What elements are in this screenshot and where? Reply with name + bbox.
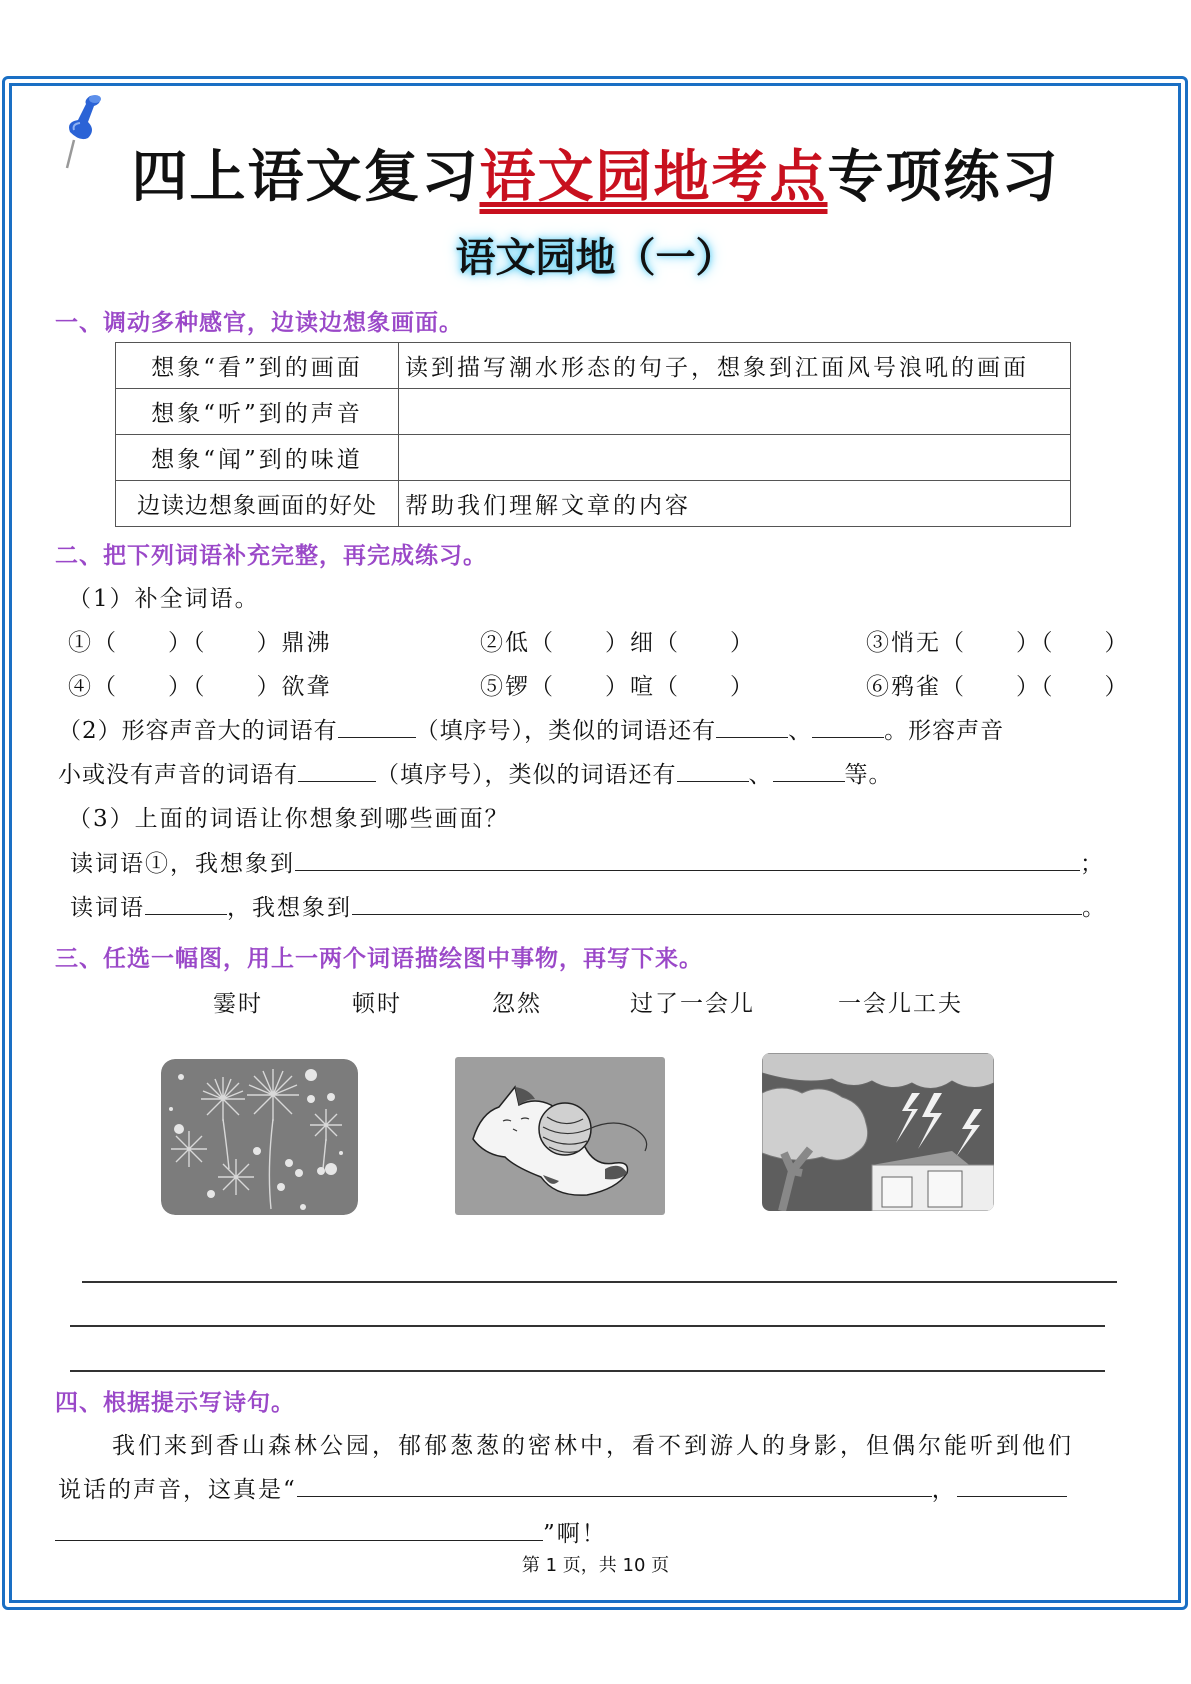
- writing-line[interactable]: [70, 1325, 1105, 1327]
- q2-line-1: [58, 712, 1004, 745]
- word-bank-item: 顿时: [352, 991, 402, 1017]
- poem-text: ”啊！: [543, 1521, 607, 1547]
- answer-blank[interactable]: [298, 760, 376, 782]
- page-number: 第 1 页，共 10 页: [521, 1555, 670, 1576]
- answer-blank[interactable]: [145, 893, 227, 915]
- table-label: 想象“看”到的画面: [116, 343, 399, 389]
- answer-blank[interactable]: [716, 716, 788, 738]
- answer-blank[interactable]: [773, 760, 845, 782]
- word-item-3[interactable]: ③悄无（ ）（ ）: [866, 630, 1130, 656]
- q3-text: ，我想象到: [227, 895, 352, 921]
- poem-answer-blank[interactable]: [55, 1519, 543, 1541]
- table-row: [116, 435, 1071, 481]
- word-item-2[interactable]: ②低（ ）细（ ）: [480, 630, 755, 656]
- table-answer[interactable]: [399, 389, 1071, 435]
- word-bank-item: 霎时: [213, 991, 263, 1017]
- table-row: [116, 389, 1071, 435]
- senses-table: [115, 342, 1071, 527]
- q3-text: 。: [1082, 895, 1107, 921]
- answer-blank[interactable]: [295, 849, 1080, 871]
- q2-line-2: [58, 756, 893, 789]
- q3-text: 读词语: [70, 895, 145, 921]
- subtitle-text: 语文园地（一）: [455, 234, 736, 281]
- table-row: [116, 343, 1071, 389]
- word-bank-item: 一会儿工夫: [838, 991, 963, 1017]
- table-label: 想象“闻”到的味道: [116, 435, 399, 481]
- q2-text: 等。: [844, 762, 893, 788]
- table-answer[interactable]: [399, 435, 1071, 481]
- q3-text: ；: [1080, 851, 1105, 877]
- poem-text: 说话的声音，这真是“: [58, 1477, 297, 1503]
- q2-text: （填序号），类似的词语还有: [376, 762, 677, 788]
- q2-text: 、: [748, 762, 773, 788]
- page-title: [0, 133, 1191, 213]
- cat-with-yarn-picture[interactable]: [455, 1057, 665, 1215]
- table-answer[interactable]: 帮助我们理解文章的内容: [399, 481, 1071, 527]
- poem-paragraph-line-1: 我们来到香山森林公园，郁郁葱葱的密林中，看不到游人的身影，但偶尔能听到他们: [112, 1433, 1074, 1459]
- writing-line[interactable]: [70, 1370, 1105, 1372]
- page-subtitle: [0, 226, 1191, 283]
- poem-answer-blank[interactable]: [957, 1475, 1067, 1497]
- title-suffix: 专项练习: [827, 144, 1060, 210]
- q1-label: （1）补全词语。: [68, 586, 260, 612]
- answer-blank[interactable]: [338, 716, 416, 738]
- thunderstorm-house-picture[interactable]: [762, 1053, 994, 1211]
- table-answer[interactable]: 读到描写潮水形态的句子，想象到江面风号浪吼的画面: [399, 343, 1071, 389]
- word-item-1[interactable]: ①（ ）（ ）鼎沸: [68, 630, 332, 656]
- poem-text: ，: [931, 1477, 957, 1503]
- writing-line[interactable]: [82, 1281, 1117, 1283]
- word-item-5[interactable]: ⑤锣（ ）喧（ ）: [480, 674, 755, 700]
- answer-blank[interactable]: [352, 893, 1082, 915]
- word-item-4[interactable]: ④（ ）（ ）欲聋: [68, 674, 332, 700]
- fireworks-picture[interactable]: [161, 1059, 358, 1215]
- answer-blank[interactable]: [812, 716, 884, 738]
- word-bank-item: 过了一会儿: [630, 991, 755, 1017]
- title-highlight: 语文园地考点: [479, 144, 828, 210]
- word-item-6[interactable]: ⑥鸦雀（ ）（ ）: [866, 674, 1130, 700]
- poem-answer-blank[interactable]: [297, 1475, 932, 1497]
- poem-paragraph-line-2: [58, 1471, 1067, 1504]
- section-2-heading: 二、把下列词语补充完整，再完成练习。: [55, 543, 487, 569]
- table-row: [116, 481, 1071, 527]
- table-label: 想象“听”到的声音: [116, 389, 399, 435]
- q3-label: （3）上面的词语让你想象到哪些画面？: [68, 806, 510, 832]
- answer-blank[interactable]: [677, 760, 749, 782]
- q2-text: 。形容声音: [884, 718, 1005, 744]
- title-prefix: 四上语文复习: [131, 144, 480, 210]
- q3-line-1: [70, 845, 1105, 878]
- section-3-heading: 三、任选一幅图，用上一两个词语描绘图中事物，再写下来。: [55, 946, 703, 972]
- q3-text: 读词语①，我想象到: [70, 851, 295, 877]
- word-bank-item: 忽然: [492, 991, 542, 1017]
- q2-text: 小或没有声音的词语有: [58, 762, 298, 788]
- table-label: 边读边想象画面的好处: [116, 481, 399, 527]
- q2-text: （填序号），类似的词语还有: [415, 718, 717, 744]
- section-1-heading: 一、调动多种感官，边读边想象画面。: [55, 310, 463, 336]
- section-4-heading: 四、根据提示写诗句。: [55, 1390, 295, 1416]
- q3-line-2: [70, 889, 1107, 922]
- q2-text: 、: [788, 718, 813, 744]
- poem-paragraph-line-3: [55, 1515, 607, 1548]
- q2-text: （2）形容声音大的词语有: [58, 718, 338, 744]
